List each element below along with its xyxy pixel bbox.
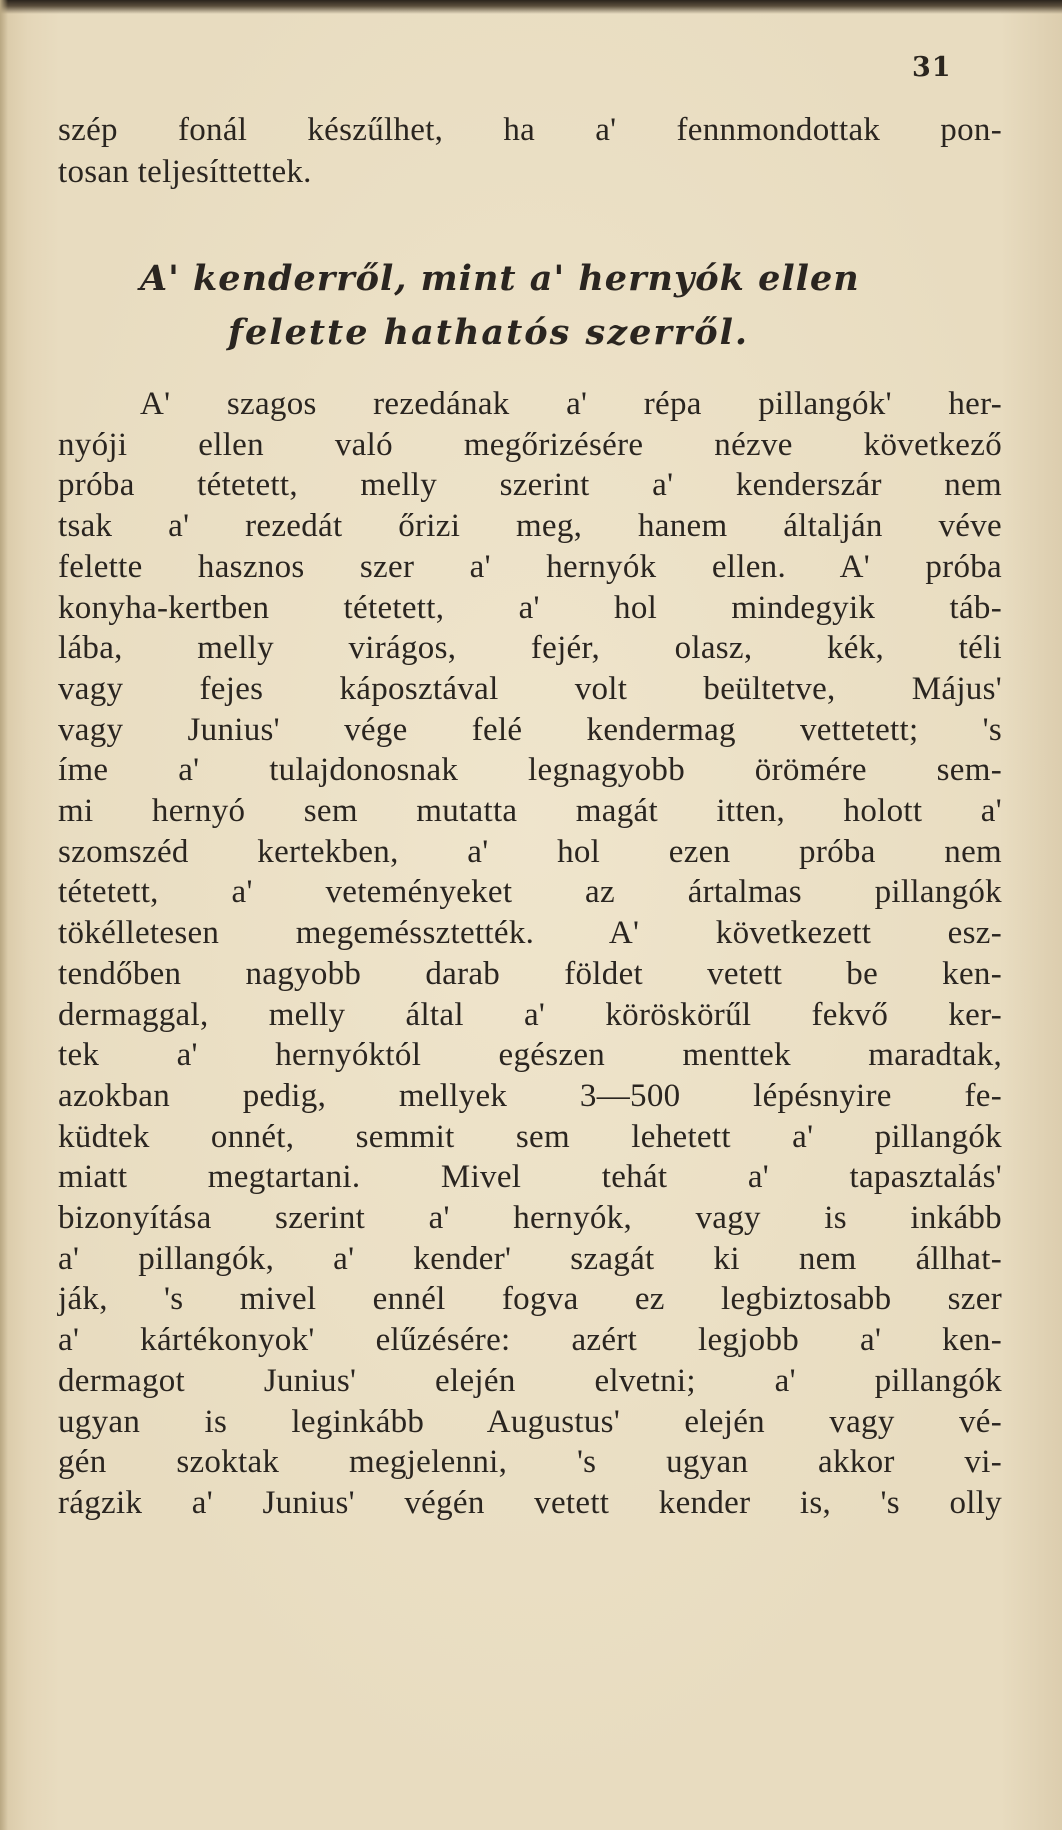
text-line: a' kártékonyok' elűzésére: azért legjobb a' ken- (58, 1322, 1002, 1359)
text-line: szomszéd kertekben, a' hol ezen próba nem (58, 833, 1002, 870)
text-line: nyóji ellen való megőrizésére nézve következő (58, 426, 1002, 463)
section-heading-line-2: felette hathatós szerről. (228, 312, 750, 353)
text-line: ugyan is leginkább Augustus' elején vagy vé- (58, 1403, 1002, 1440)
text-line: tsak a' rezedát őrizi meg, hanem általján véve (58, 508, 1002, 545)
text-line: vagy fejes káposztával volt beültetve, Május' (58, 670, 1002, 707)
text-line: konyha-kertben tétetett, a' hol mindegyik táb- (58, 589, 1002, 626)
text-line: küdtek onnét, semmit sem lehetett a' pillangók (58, 1118, 1002, 1155)
text-line: tétetett, a' veteményeket az ártalmas pillangók (58, 874, 1002, 911)
text-line: ják, 's mivel ennél fogva ez legbiztosabb szer (58, 1281, 1002, 1318)
text-line: miatt megtartani. Mivel tehát a' tapasztalás' (58, 1159, 1002, 1196)
text-line: íme a' tulajdonosnak legnagyobb örömére sem- (58, 752, 1002, 789)
text-line: próba tétetett, melly szerint a' kenderszár nem (58, 467, 1002, 504)
section-heading-line-1: A' kenderről, mint a' hernyók ellen (140, 258, 860, 299)
text-line: tosan teljesíttettek. (58, 154, 312, 190)
text-line: bizonyítása szerint a' hernyók, vagy is inkább (58, 1200, 1002, 1236)
text-line: dermaggal, melly által a' köröskörűl fekvő ker- (58, 996, 1002, 1033)
page-number: 31 (912, 52, 952, 83)
text-line: azokban pedig, mellyek 3—500 lépésnyire fe- (58, 1077, 1002, 1114)
text-line: A' szagos rezedának a' répa pillangók' her- (140, 386, 1002, 422)
text-line: vagy Junius' vége felé kendermag vettetett; 's (58, 711, 1002, 748)
text-line: a' pillangók, a' kender' szagát ki nem állhat- (58, 1240, 1002, 1277)
text-line: lába, melly virágos, fejér, olasz, kék, téli (58, 630, 1002, 667)
text-line: dermagot Junius' elején elvetni; a' pillangók (58, 1362, 1002, 1399)
text-line: felette hasznos szer a' hernyók ellen. A' próba (58, 548, 1002, 585)
text-line: mi hernyó sem mutatta magát itten, holott a' (58, 793, 1002, 829)
text-line: tökélletesen megeméssztették. A' következett esz- (58, 915, 1002, 952)
text-line: rágzik a' Junius' végén vetett kender is, 's olly (58, 1484, 1002, 1521)
text-line: gén szoktak megjelenni, 's ugyan akkor vi- (58, 1444, 1002, 1481)
page-top-shadow (0, 0, 1062, 14)
text-line: tendőben nagyobb darab földet vetett be ken- (58, 955, 1002, 992)
text-line: tek a' hernyóktól egészen menttek maradtak, (58, 1037, 1002, 1074)
text-line: szép fonál készűlhet, ha a' fennmondottak pon- (58, 112, 1002, 148)
page-left-shadow (0, 0, 8, 1830)
